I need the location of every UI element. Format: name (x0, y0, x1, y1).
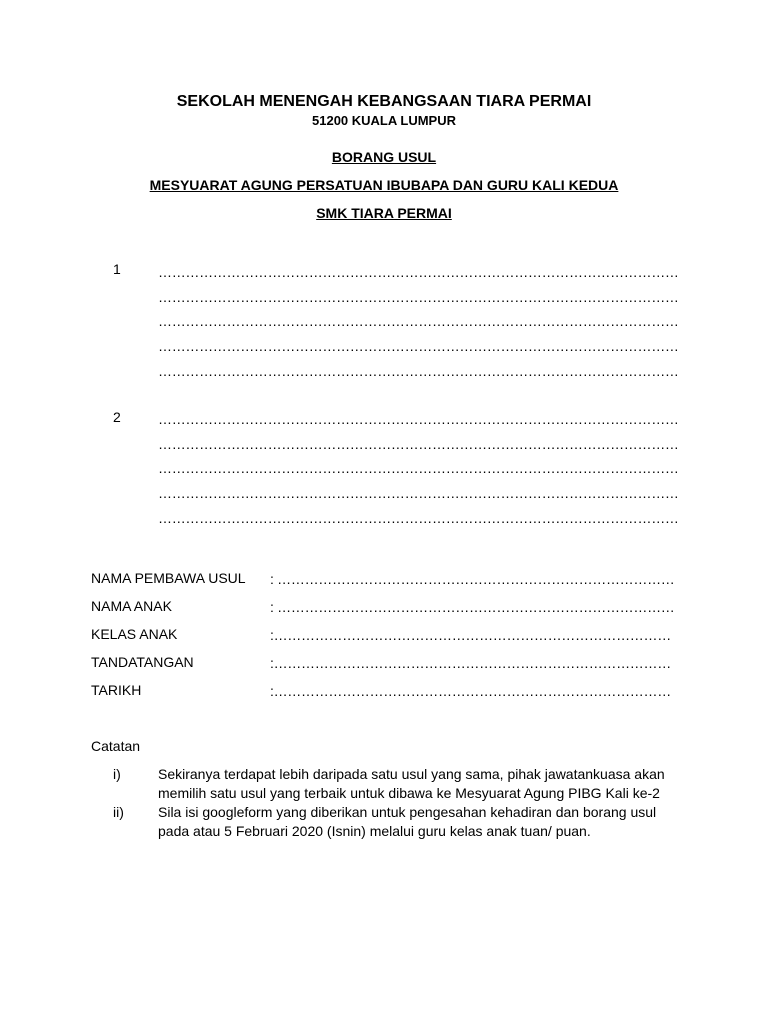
proposal-number: 2 (113, 409, 121, 425)
proposal-line[interactable]: …………………………………………………………………………………………………… (158, 436, 679, 452)
field-label-signature: TANDATANGAN (91, 654, 194, 670)
note-text: Sekiranya terdapat lebih daripada satu usul yang sama, pihak jawatankuasa akan (158, 766, 665, 782)
field-label-date: TARIKH (91, 682, 142, 698)
proposal-line[interactable]: …………………………………………………………………………………………………… (158, 411, 679, 427)
signature-field[interactable]: :…………………………………………………………………………… (270, 655, 671, 671)
proposer-name-field[interactable]: : …………………………………………………………………………… (270, 571, 675, 587)
field-label-proposer-name: NAMA PEMBAWA USUL (91, 570, 246, 586)
school-address: 51200 KUALA LUMPUR (312, 113, 456, 128)
notes-heading: Catatan (91, 738, 141, 754)
child-class-field[interactable]: :…………………………………………………………………………… (270, 627, 671, 643)
child-name-field[interactable]: : …………………………………………………………………………… (270, 599, 675, 615)
proposal-line[interactable]: …………………………………………………………………………………………………… (158, 289, 679, 305)
form-title: BORANG USUL (331, 149, 437, 165)
proposal-number: 1 (113, 261, 121, 277)
proposal-line[interactable]: …………………………………………………………………………………………………… (158, 338, 679, 354)
proposal-line[interactable]: …………………………………………………………………………………………………… (158, 510, 679, 526)
note-marker: ii) (113, 804, 124, 820)
school-name: SEKOLAH MENENGAH KEBANGSAAN TIARA PERMAI (176, 93, 592, 110)
note-text: Sila isi googleform yang diberikan untuk pengesahan kehadiran dan borang usul (158, 804, 657, 820)
note-marker: i) (113, 766, 121, 782)
date-field[interactable]: :…………………………………………………………………………… (270, 683, 671, 699)
note-text: memilih satu usul yang terbaik untuk dibawa ke Mesyuarat Agung PIBG Kali ke-2 (158, 785, 660, 801)
school-short-name: SMK TIARA PERMAI (316, 205, 452, 221)
proposal-line[interactable]: …………………………………………………………………………………………………… (158, 313, 679, 329)
proposal-line[interactable]: …………………………………………………………………………………………………… (158, 363, 679, 379)
proposal-line[interactable]: …………………………………………………………………………………………………… (158, 264, 679, 280)
proposal-line[interactable]: …………………………………………………………………………………………………… (158, 460, 679, 476)
field-label-child-name: NAMA ANAK (91, 598, 172, 614)
meeting-title: MESYUARAT AGUNG PERSATUAN IBUBAPA DAN GURU KALI KEDUA (149, 177, 619, 193)
field-label-child-class: KELAS ANAK (91, 626, 178, 642)
proposal-line[interactable]: …………………………………………………………………………………………………… (158, 485, 679, 501)
note-text: pada atau 5 Februari 2020 (Isnin) melalui guru kelas anak tuan/ puan. (158, 823, 591, 839)
